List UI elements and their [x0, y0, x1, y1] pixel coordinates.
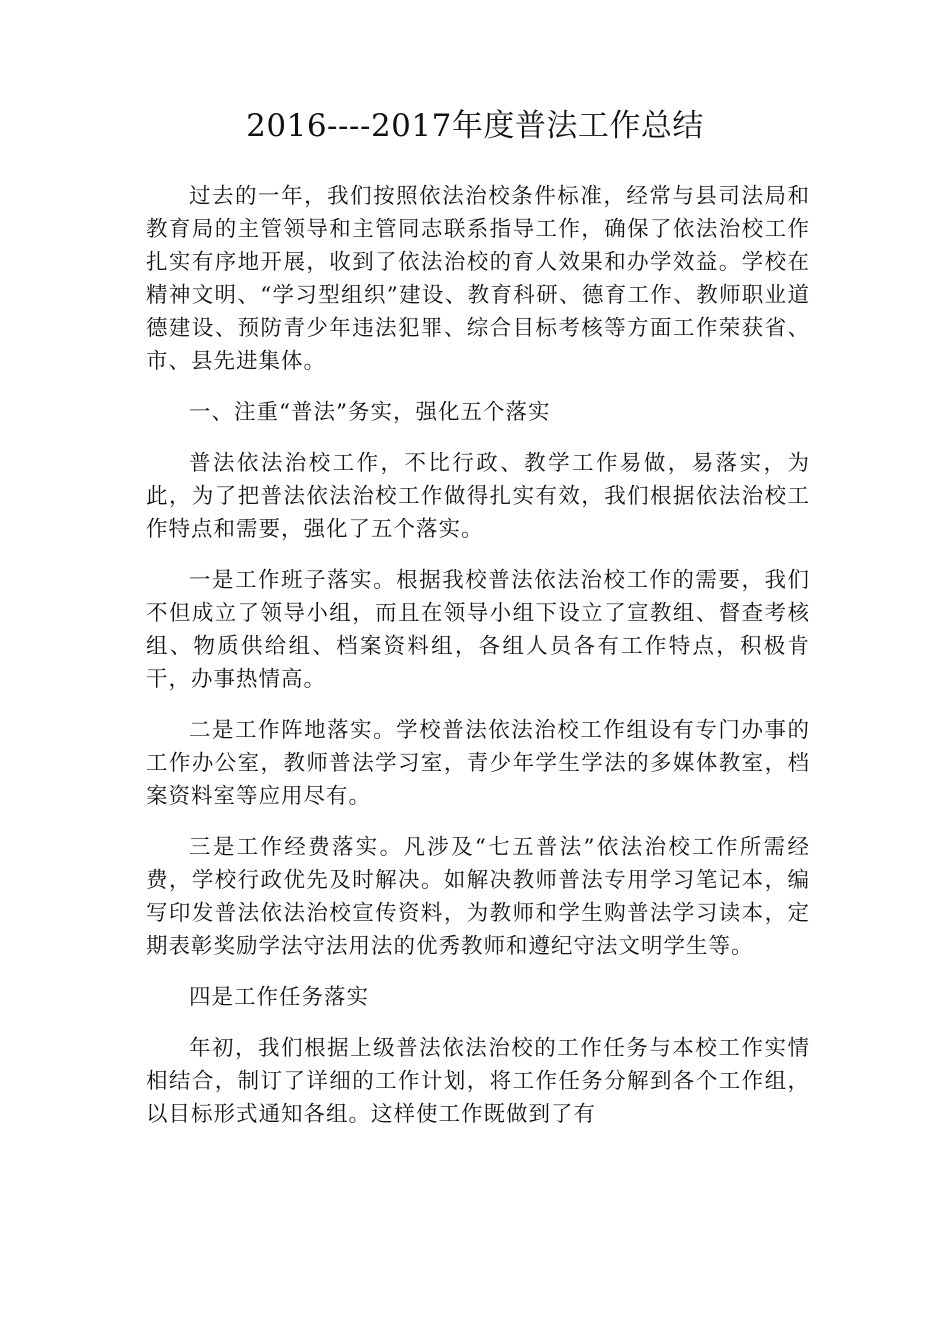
section-heading-1: 一、注重“普法”务实，强化五个落实 [189, 400, 551, 425]
document-title: 2016----2017年度普法工作总结 [246, 108, 704, 144]
paragraph-tasks: 年初，我们根据上级普法依法治校的工作任务与本校工作实情相结合，制订了详细的工作计划，将工作任务分解到各个工作组，以目标形式通知各组。这样使工作既做到了有 [146, 1036, 810, 1127]
paragraph-venue: 二是工作阵地落实。学校普法依法治校工作组设有专门办事的工作办公室，教师普法学习室，青少年学生学法的多媒体教室，档案资料室等应用尽有。 [146, 718, 810, 809]
paragraph-team: 一是工作班子落实。根据我校普法依法治校工作的需要，我们不但成立了领导小组，而且在领导小组下设立了宣教组、督查考核组、物质供给组、档案资料组，各组人员各有工作特点，积极肯干，办事热情高。 [146, 568, 810, 692]
paragraph-overview: 普法依法治校工作，不比行政、教学工作易做，易落实，为此，为了把普法依法治校工作做得扎实有效，我们根据依法治校工作特点和需要，强化了五个落实。 [146, 451, 810, 542]
paragraph-funding: 三是工作经费落实。凡涉及“七五普法”依法治校工作所需经费，学校行政优先及时解决。如解决教师普法专用学习笔记本，编写印发普法依法治校宣传资料，为教师和学生购普法学习读本，定期表彰奖励学法守法用法的优秀教师和遵纪守法文明学生等。 [146, 835, 810, 959]
document-body [146, 180, 810, 1131]
section-heading-tasks: 四是工作任务落实 [189, 985, 370, 1010]
paragraph-intro: 过去的一年，我们按照依法治校条件标准，经常与县司法局和教育局的主管领导和主管同志联系指导工作，确保了依法治校工作扎实有序地开展，收到了依法治校的育人效果和办学效益。学校在精神文明、“学习型组织”建设、教育科研、德育工作、教师职业道德建设、预防青少年违法犯罪、综合目标考核等方面工作荣获省、市、县先进集体。 [146, 184, 810, 374]
